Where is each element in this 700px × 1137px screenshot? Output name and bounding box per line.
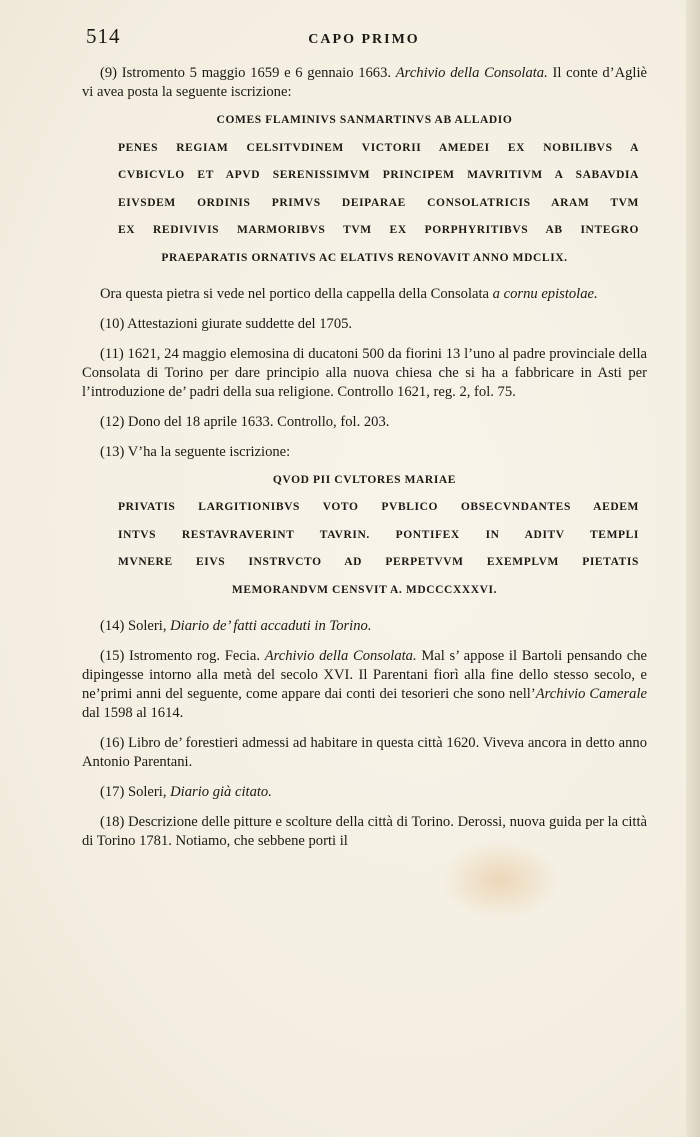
footnote — [82, 413, 647, 432]
footnote — [82, 443, 647, 462]
footnotes-group-2 — [82, 285, 647, 462]
footnote-text: (10) Attestazioni giurate suddette del 1705. — [100, 315, 353, 332]
footnote — [82, 315, 647, 334]
footnote-italic-text: Diario de’ fatti accaduti in Torino. — [170, 617, 372, 634]
inscription-line: EIVSDEM ORDINIS PRIMVS DEIPARAE CONSOLATRICIS ARAM TVM — [118, 196, 639, 209]
footnote-text: (13) V’ha la seguente iscrizione: — [100, 443, 291, 460]
footnote-text: Il conte d’Agliè vi avea posta la seguente iscrizione: — [82, 65, 647, 100]
footnote-text: (15) Istromento rog. Fecia. — [100, 647, 265, 664]
footnote-italic-text: Archivio della Consolata. — [264, 647, 417, 664]
inscription-pii-cultores — [82, 473, 647, 597]
footnote — [82, 734, 647, 772]
inscription-line: MVNERE EIVS INSTRVCTO AD PERPETVVM EXEMPLVM PIETATIS — [118, 556, 639, 568]
page-header — [86, 24, 642, 52]
inscription-line: PRAEPARATIS ORNATIVS AC ELATIVS RENOVAVIT ANNO MDCLIX. — [161, 251, 568, 264]
footnote-text: (16) Libro de’ forestieri admessi ad habitare in questa città 1620. Viveva ancora in detto anno Antonio Parentani. — [82, 734, 647, 770]
inscription-line: PENES REGIAM CELSITVDINEM VICTORII AMEDEI EX NOBILIBVS A — [118, 141, 639, 154]
footnote-italic-text: Archivio della Consolata. — [395, 65, 548, 81]
inscription-line: QVOD PII CVLTORES MARIAE — [272, 473, 457, 486]
inscription-line: INTVS RESTAVRAVERINT TAVRIN. PONTIFEX IN ADITV TEMPLI — [118, 528, 639, 541]
footnote-text: (17) Soleri, — [100, 783, 171, 800]
footnote-text: (12) Dono del 18 aprile 1633. Controllo, fol. 203. — [100, 413, 390, 430]
inscription-line: COMES FLAMINIVS SANMARTINVS AB ALLADIO — [216, 114, 513, 126]
footnote-text: (18) Descrizione delle pitture e scolture della città di Torino. Derossi, nuova guida per la città di Torino 1781. Notiamo, che sebbene porti il — [82, 813, 647, 849]
footnotes-group-1 — [82, 64, 647, 102]
inscription-line: CVBICVLO ET APVD SERENISSIMVM PRINCIPEM MAVRITIVM A SABAVDIA — [118, 169, 639, 181]
footnote-text: (14) Soleri, — [100, 617, 171, 634]
page-edge — [686, 0, 700, 1137]
footnote-italic-text: Diario già citato. — [170, 783, 272, 800]
page-number: 514 — [86, 24, 121, 48]
footnote-text: (9) Istromento 5 maggio 1659 e 6 gennaio 1663. — [100, 65, 396, 81]
inscription-line: PRIVATIS LARGITIONIBVS VOTO PVBLICO OBSECVNDANTES AEDEM — [118, 501, 639, 513]
footnote — [82, 285, 647, 304]
footnote — [82, 617, 647, 636]
footnote-text: Ora questa pietra si vede nel portico della cappella della Consolata — [100, 285, 493, 302]
footnote — [82, 813, 647, 851]
inscription-agliè — [82, 113, 647, 265]
footnote-text: dal 1598 al 1614. — [82, 704, 184, 721]
page-content — [82, 64, 647, 862]
footnote-italic-text: Archivio Camerale — [535, 685, 647, 702]
footnotes-group-3 — [82, 617, 647, 851]
footnote-text: Mal s’ appose il Bartoli pensando che dipingesse intorno alla metà del secolo XVI. Il Parentani fiorì alla fine dello stesso secolo, e ne’primi anni del seguente, come appare dai conti dei tesorieri che sono nell’ — [82, 647, 647, 702]
footnote-italic-text: a cornu epistolae. — [492, 285, 598, 302]
footnote — [82, 783, 647, 802]
inscription-line: MEMORANDVM CENSVIT A. MDCCCXXXVI. — [231, 583, 498, 596]
inscription-line: EX REDIVIVIS MARMORIBVS TVM EX PORPHYRITIBVS AB INTEGRO — [118, 224, 639, 236]
running-head: CAPO PRIMO — [308, 32, 420, 47]
footnote — [82, 64, 647, 102]
footnote — [82, 647, 647, 723]
footnote — [82, 345, 647, 402]
footnote-text: (11) 1621, 24 maggio elemosina di ducatoni 500 da fiorini 13 l’uno al padre provinciale della Consolata di Torino per dare principio alla nuova chiesa che si ha a fabbricare in Asti per l’introduzione de’ padri della sua religione. Controllo 1621, reg. 2, fol. 75. — [82, 345, 647, 400]
